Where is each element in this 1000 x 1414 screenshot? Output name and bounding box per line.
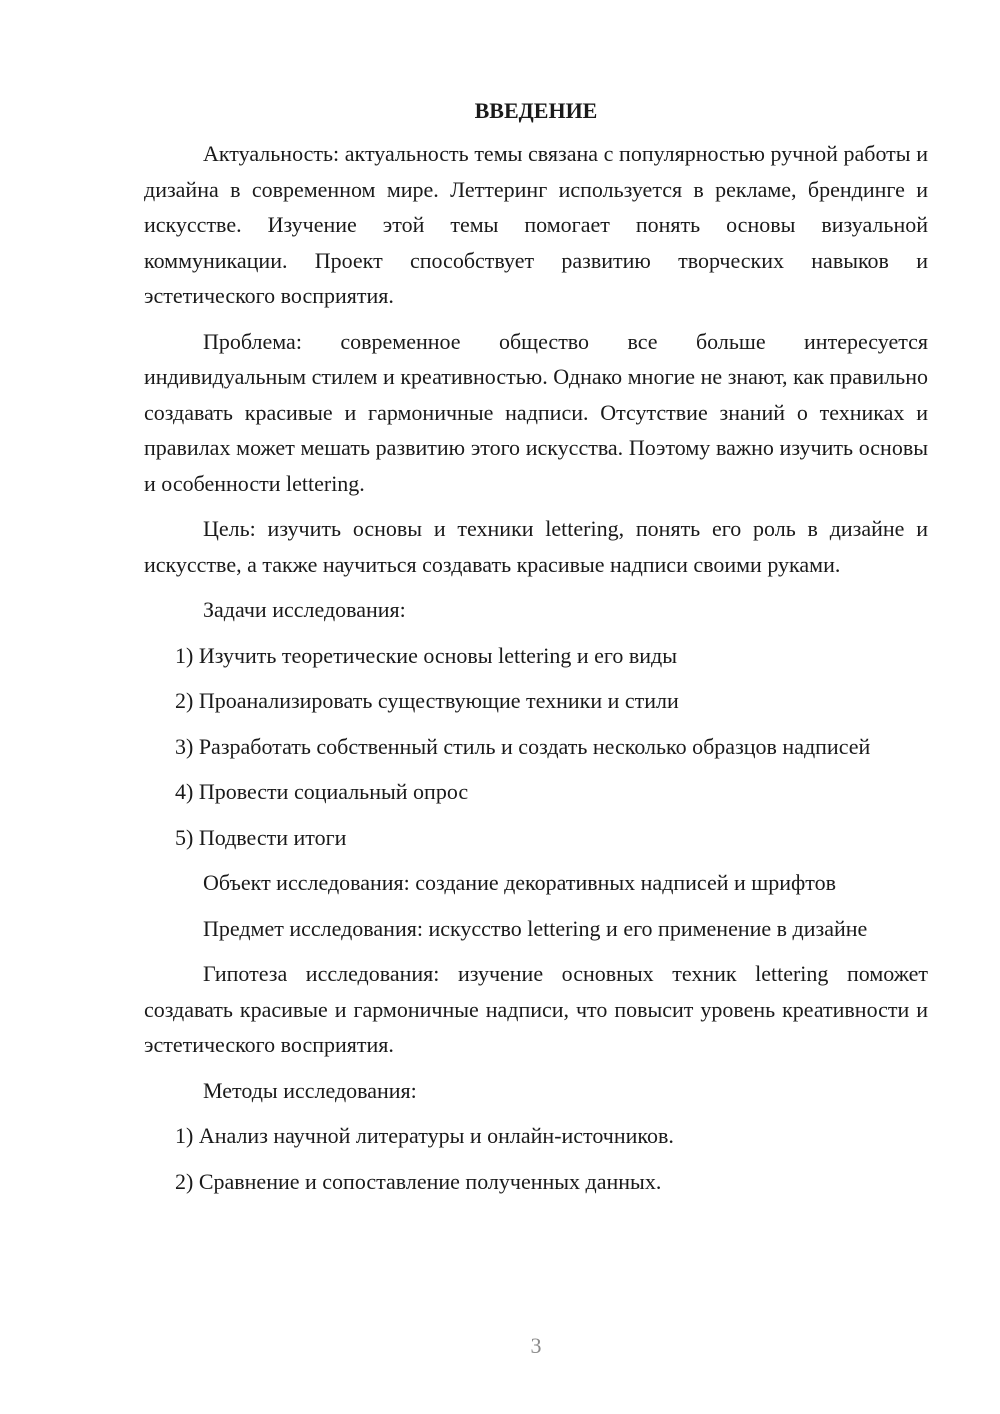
paragraph-goal: Цель: изучить основы и техники lettering, понять его роль в дизайне и искусстве, а также научиться создавать красивые надписи своими руками. bbox=[144, 516, 928, 577]
paragraph-tasks-heading: Задачи исследования: bbox=[203, 597, 406, 622]
paragraph-relevance: Актуальность: актуальность темы связана с популярностью ручной работы и дизайна в современном мире. Леттеринг используется в рекламе, брендинге и искусстве. Изучение этой темы помогает понять основы визуальной коммуникации. Проект способствует развитию творческих навыков и эстетического восприятия. bbox=[144, 141, 928, 308]
page-number: 3 bbox=[530, 1333, 542, 1358]
task-item-5: 5) Подвести итоги bbox=[175, 824, 347, 850]
paragraph-subject: Предмет исследования: искусство lettering и его применение в дизайне bbox=[203, 915, 868, 941]
method-item-2: 2) Сравнение и сопоставление полученных данных. bbox=[175, 1168, 662, 1194]
paragraph-hypothesis: Гипотеза исследования: изучение основных техник lettering поможет создавать красивые и гармоничные надписи, что повысит уровень креативности и эстетического восприятия. bbox=[144, 961, 928, 1057]
paragraph-methods-heading: Методы исследования: bbox=[203, 1077, 417, 1103]
task-item-1: 1) Изучить теоретические основы lettering и его виды bbox=[175, 642, 678, 668]
method-item-1: 1) Анализ научной литературы и онлайн-источников. bbox=[175, 1123, 674, 1148]
paragraph-object: Объект исследования: создание декоративных надписей и шрифтов bbox=[203, 870, 836, 895]
task-item-3: 3) Разработать собственный стиль и создать несколько образцов надписей bbox=[175, 733, 871, 759]
section-title: ВВЕДЕНИЕ bbox=[474, 98, 598, 123]
paragraph-problem: Проблема: современное общество все больше интересуется индивидуальным стилем и креативностью. Однако многие не знают, как правильно создавать красивые и гармоничные надписи. Отсутствие знаний о техниках и правилах может мешать развитию этого искусства. Поэтому важно изучить основы и особенности lettering. bbox=[144, 328, 928, 496]
document-page bbox=[144, 96, 928, 1199]
task-item-2: 2) Проанализировать существующие техники и стили bbox=[175, 688, 679, 713]
task-item-4: 4) Провести социальный опрос bbox=[175, 779, 469, 804]
